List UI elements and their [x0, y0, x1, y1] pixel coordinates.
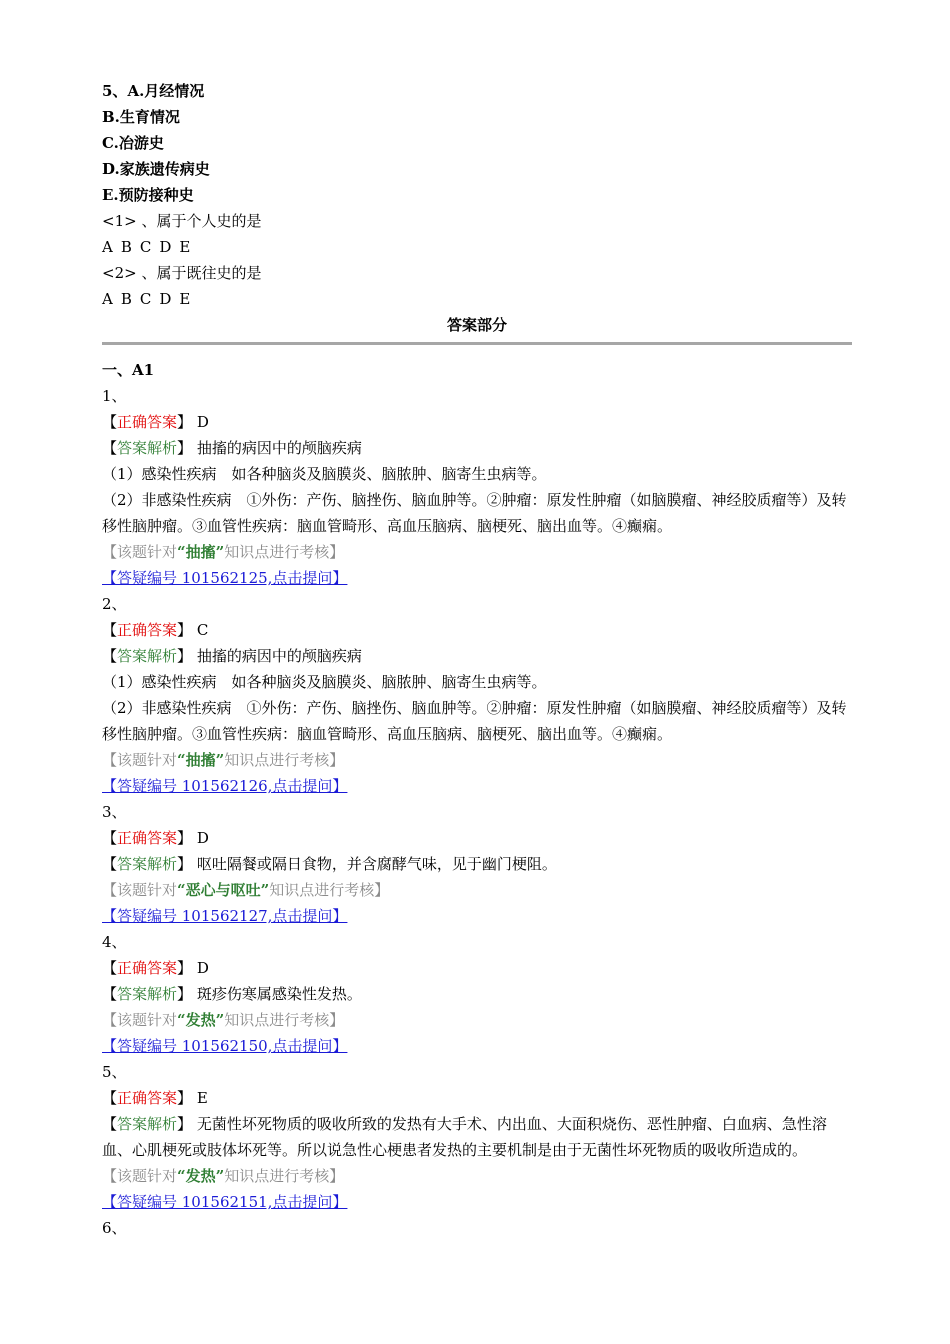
answer-number: 4、: [102, 933, 127, 951]
bracket-close: 】: [177, 855, 193, 873]
bracket-open: 【: [102, 439, 118, 457]
analysis-label: 答案解析: [117, 647, 178, 665]
kp-suffix: 知识点进行考核】: [224, 1167, 345, 1185]
bracket-close: 】: [177, 621, 193, 639]
analysis-paragraph: （1）感染性疾病 如各种脑炎及脑膜炎、脑脓肿、脑寄生虫病等。: [102, 673, 547, 691]
correct-answer-value: C: [196, 621, 209, 639]
correct-answer-label: 正确答案: [117, 959, 178, 977]
correct-answer-label: 正确答案: [117, 829, 178, 847]
choice-b[interactable]: B: [120, 238, 132, 256]
kp-suffix: 知识点进行考核】: [224, 543, 345, 561]
kp-prefix: 【该题针对: [102, 1167, 178, 1185]
analysis-first-line: [102, 1111, 852, 1163]
knowledge-point-note: [102, 1163, 852, 1189]
option-a: 5、A.月经情况: [102, 82, 205, 100]
bracket-open: 【: [102, 959, 118, 977]
analysis-label: 答案解析: [117, 1115, 178, 1133]
analysis-paragraph: （2）非感染性疾病 ①外伤：产伤、脑挫伤、脑血肿等。②肿瘤：原发性肿瘤（如脑膜瘤、神经胶质瘤等）及转移性脑肿瘤。③血管性疾病：脑血管畸形、高血压脑病、脑梗死、脑出血等。④癫痫。: [102, 699, 847, 743]
kp-suffix: 知识点进行考核】: [224, 1011, 345, 1029]
choice-row-1: [102, 234, 852, 260]
analysis-label: 答案解析: [117, 439, 178, 457]
knowledge-point: “恶心与呕吐”: [177, 881, 270, 899]
correct-answer: [102, 409, 852, 435]
answer-block: [102, 591, 852, 799]
analysis-paragraph: （2）非感染性疾病 ①外伤：产伤、脑挫伤、脑血肿等。②肿瘤：原发性肿瘤（如脑膜瘤、神经胶质瘤等）及转移性脑肿瘤。③血管性疾病：脑血管畸形、高血压脑病、脑梗死、脑出血等。④癫痫。: [102, 491, 847, 535]
analysis-first-line: [102, 435, 852, 461]
analysis-label: 答案解析: [117, 985, 178, 1003]
analysis-first-line: [102, 643, 852, 669]
choice-row-2: [102, 286, 852, 312]
choice-d[interactable]: D: [159, 238, 172, 256]
correct-answer: [102, 617, 852, 643]
correct-answer-label: 正确答案: [117, 413, 178, 431]
sub-question-1: <1> 、属于个人史的是: [102, 212, 262, 230]
choice-a[interactable]: A: [102, 238, 113, 256]
kp-suffix: 知识点进行考核】: [269, 881, 390, 899]
bracket-open: 【: [102, 829, 118, 847]
section-title: 一、A1: [102, 361, 155, 379]
bracket-close: 】: [177, 1089, 193, 1107]
analysis-first-line: [102, 981, 852, 1007]
option-c: C.冶游史: [102, 134, 164, 152]
kp-prefix: 【该题针对: [102, 1011, 178, 1029]
bracket-close: 】: [177, 959, 193, 977]
answer-list: [102, 383, 852, 1215]
analysis-text: 抽搐的病因中的颅脑疾病: [196, 647, 362, 665]
correct-answer: [102, 1085, 852, 1111]
ask-question-link[interactable]: 【答疑编号 101562126,点击提问】: [102, 777, 348, 795]
ask-question-link[interactable]: 【答疑编号 101562151,点击提问】: [102, 1193, 348, 1211]
ask-question-link[interactable]: 【答疑编号 101562150,点击提问】: [102, 1037, 348, 1055]
bracket-open: 【: [102, 1089, 118, 1107]
choice-e[interactable]: E: [179, 290, 191, 308]
analysis-text: 呕吐隔餐或隔日食物，并含腐酵气味，见于幽门梗阻。: [196, 855, 557, 873]
correct-answer-value: D: [196, 413, 209, 431]
analysis-text: 斑疹伤寒属感染性发热。: [196, 985, 362, 1003]
choice-d[interactable]: D: [159, 290, 172, 308]
knowledge-point: “抽搐”: [177, 751, 225, 769]
correct-answer-value: E: [196, 1089, 208, 1107]
correct-answer: [102, 955, 852, 981]
choice-e[interactable]: E: [179, 238, 191, 256]
correct-answer-value: D: [196, 959, 209, 977]
question-link-row: [102, 1033, 852, 1059]
correct-answer-value: D: [196, 829, 209, 847]
knowledge-point-note: [102, 539, 852, 565]
choice-c[interactable]: C: [139, 238, 152, 256]
knowledge-point: “发热”: [177, 1011, 225, 1029]
knowledge-point-note: [102, 877, 852, 903]
bracket-open: 【: [102, 621, 118, 639]
bracket-close: 】: [177, 985, 193, 1003]
sub-question-2: <2> 、属于既往史的是: [102, 264, 262, 282]
bracket-open: 【: [102, 855, 118, 873]
bracket-open: 【: [102, 413, 118, 431]
document-page: [102, 78, 852, 1241]
bracket-open: 【: [102, 647, 118, 665]
ask-question-link[interactable]: 【答疑编号 101562127,点击提问】: [102, 907, 348, 925]
answer-number: 2、: [102, 595, 127, 613]
analysis-text: 抽搐的病因中的颅脑疾病: [196, 439, 362, 457]
knowledge-point-note: [102, 747, 852, 773]
choice-b[interactable]: B: [120, 290, 132, 308]
bracket-open: 【: [102, 1115, 118, 1133]
choice-c[interactable]: C: [139, 290, 152, 308]
bracket-close: 】: [177, 439, 193, 457]
answer-number: 3、: [102, 803, 127, 821]
analysis-label: 答案解析: [117, 855, 178, 873]
question-link-row: [102, 565, 852, 591]
option-b: B.生育情况: [102, 108, 180, 126]
answer-number: 1、: [102, 387, 127, 405]
knowledge-point: “发热”: [177, 1167, 225, 1185]
answer-section-title: 答案部分: [446, 316, 507, 334]
option-e: E.预防接种史: [102, 186, 194, 204]
analysis-text: 无菌性坏死物质的吸收所致的发热有大手术、内出血、大面积烧伤、恶性肿瘤、白血病、急性溶血、心肌梗死或肢体坏死等。所以说急性心梗患者发热的主要机制是由于无菌性坏死物质的吸收所造成的。: [102, 1115, 827, 1159]
answer-block: [102, 383, 852, 591]
choice-a[interactable]: A: [102, 290, 113, 308]
analysis-paragraph: （1）感染性疾病 如各种脑炎及脑膜炎、脑脓肿、脑寄生虫病等。: [102, 465, 547, 483]
kp-prefix: 【该题针对: [102, 881, 178, 899]
correct-answer-label: 正确答案: [117, 621, 178, 639]
answer-block: [102, 929, 852, 1059]
question-link-row: [102, 1189, 852, 1215]
answer-block: [102, 799, 852, 929]
answer-block: [102, 1059, 852, 1215]
bracket-close: 】: [177, 647, 193, 665]
kp-suffix: 知识点进行考核】: [224, 751, 345, 769]
question-link-row: [102, 903, 852, 929]
kp-prefix: 【该题针对: [102, 543, 178, 561]
divider: [102, 342, 852, 345]
knowledge-point: “抽搐”: [177, 543, 225, 561]
correct-answer-label: 正确答案: [117, 1089, 178, 1107]
ask-question-link[interactable]: 【答疑编号 101562125,点击提问】: [102, 569, 348, 587]
kp-prefix: 【该题针对: [102, 751, 178, 769]
knowledge-point-note: [102, 1007, 852, 1033]
bracket-close: 】: [177, 829, 193, 847]
bracket-open: 【: [102, 985, 118, 1003]
question-link-row: [102, 773, 852, 799]
bracket-close: 】: [177, 1115, 193, 1133]
bracket-close: 】: [177, 413, 193, 431]
analysis-first-line: [102, 851, 852, 877]
option-d: D.家族遗传病史: [102, 160, 210, 178]
correct-answer: [102, 825, 852, 851]
next-question-number: 6、: [102, 1219, 127, 1237]
answer-number: 5、: [102, 1063, 127, 1081]
